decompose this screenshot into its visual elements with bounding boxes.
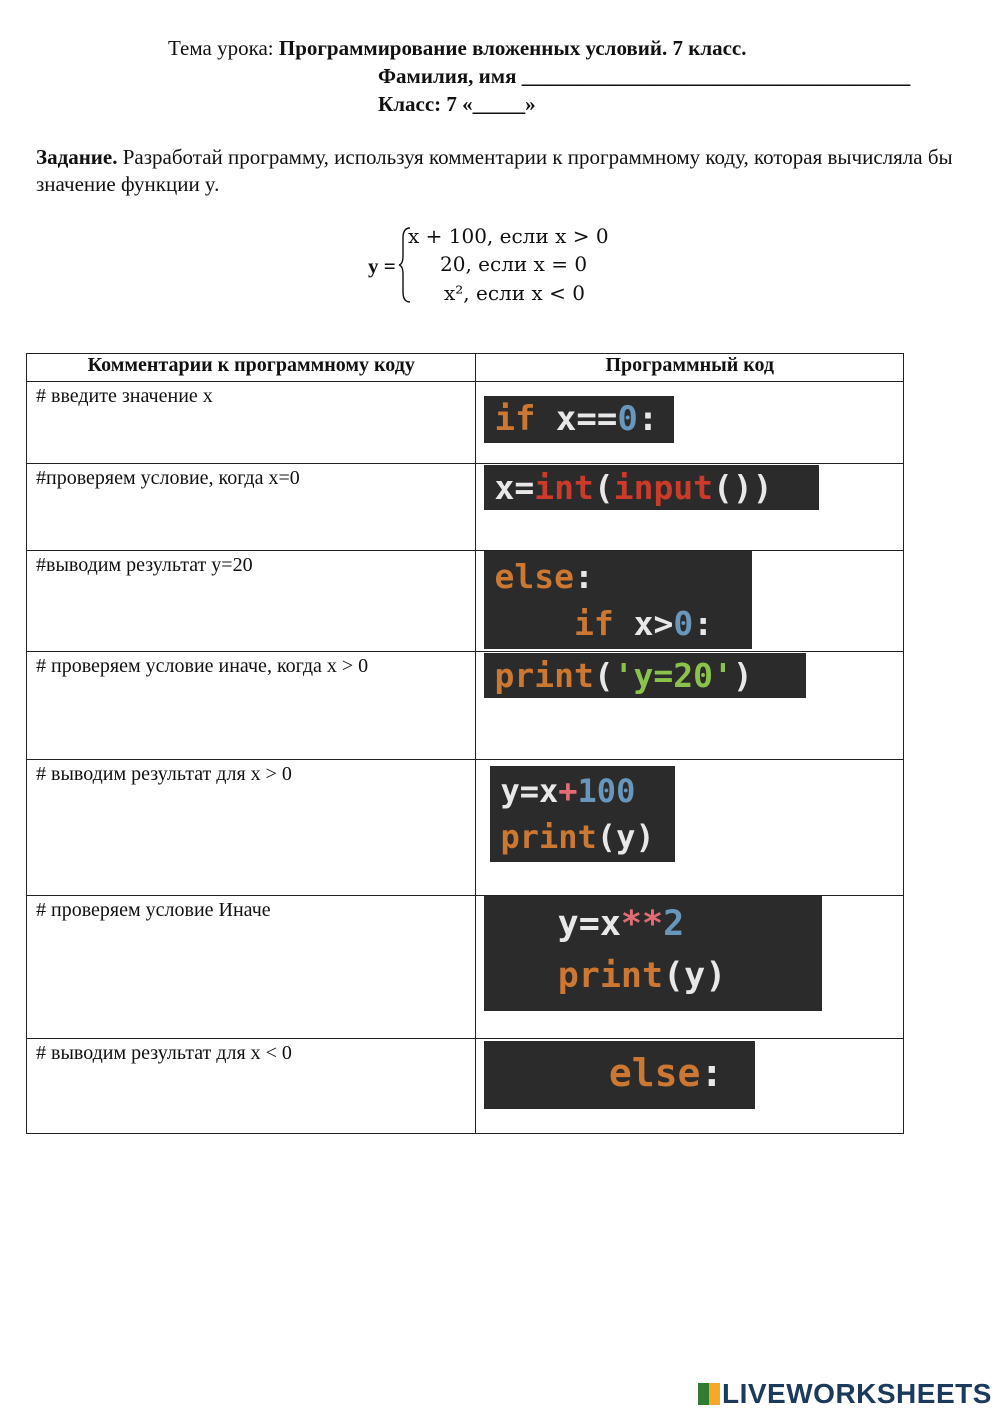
code-cell [476, 551, 904, 652]
lesson-topic: Тема урока: Программирование вложенных условий. 7 класс. [168, 36, 747, 60]
liveworksheets-watermark: LIVEWORKSHEETS [698, 1378, 992, 1410]
comment-cell: # выводим результат для x < 0 [27, 1039, 476, 1134]
code-block-else-if[interactable]: else: if x>0: [484, 551, 752, 649]
code-block-else[interactable]: else: [484, 1041, 755, 1109]
code-cell [476, 896, 904, 1039]
comment-cell: # введите значение x [27, 382, 476, 464]
lesson-topic-value: Программирование вложенных условий. 7 класс. [278, 36, 747, 60]
code-block-x-squared[interactable]: y=x**2 print(y) [484, 896, 822, 1011]
matching-table [26, 353, 904, 1134]
piecewise-formula [368, 222, 668, 312]
column-header-code: Программный код [476, 354, 904, 382]
comment-cell: #выводим результат y=20 [27, 551, 476, 652]
table-row [27, 896, 904, 1039]
table-row [27, 652, 904, 760]
table-row [27, 464, 904, 551]
formula-lhs: y = [368, 254, 396, 278]
comment-cell: # выводим результат для x > 0 [27, 760, 476, 896]
code-block-print-20[interactable]: print('y=20') [484, 653, 806, 698]
task-label: Задание. [36, 145, 118, 169]
column-header-comments: Комментарии к программному коду [27, 354, 476, 382]
task-text: Разработай программу, используя комментарии к программному коду, которая вычисляла бы значение функции y. [36, 145, 953, 196]
code-cell [476, 652, 904, 760]
table-row [27, 1039, 904, 1134]
code-cell [476, 382, 904, 464]
comment-cell: # проверяем условие Иначе [27, 896, 476, 1039]
code-block-input[interactable]: x=int(input()) [484, 465, 819, 510]
name-line: Фамилия, имя _____________________________________ [378, 64, 911, 88]
code-cell [476, 760, 904, 896]
comment-cell: #проверяем условие, когда x=0 [27, 464, 476, 551]
comment-cell: # проверяем условие иначе, когда x > 0 [27, 652, 476, 760]
table-header-row [27, 354, 904, 382]
code-block-if-x-eq-0[interactable]: if x==0: [484, 396, 674, 443]
formula-case-3: x², если x < 0 [444, 281, 585, 305]
table-row [27, 760, 904, 896]
task-description [36, 144, 956, 198]
liveworksheets-logo-icon [698, 1383, 720, 1405]
code-cell [476, 464, 904, 551]
code-block-x-plus-100[interactable]: y=x+100 print(y) [490, 766, 675, 862]
code-cell [476, 1039, 904, 1134]
table-row [27, 551, 904, 652]
class-line: Класс: 7 «_____» [378, 92, 536, 116]
formula-case-1: x + 100, если x > 0 [408, 224, 609, 248]
formula-case-2: 20, если x = 0 [440, 252, 588, 276]
table-row [27, 382, 904, 464]
